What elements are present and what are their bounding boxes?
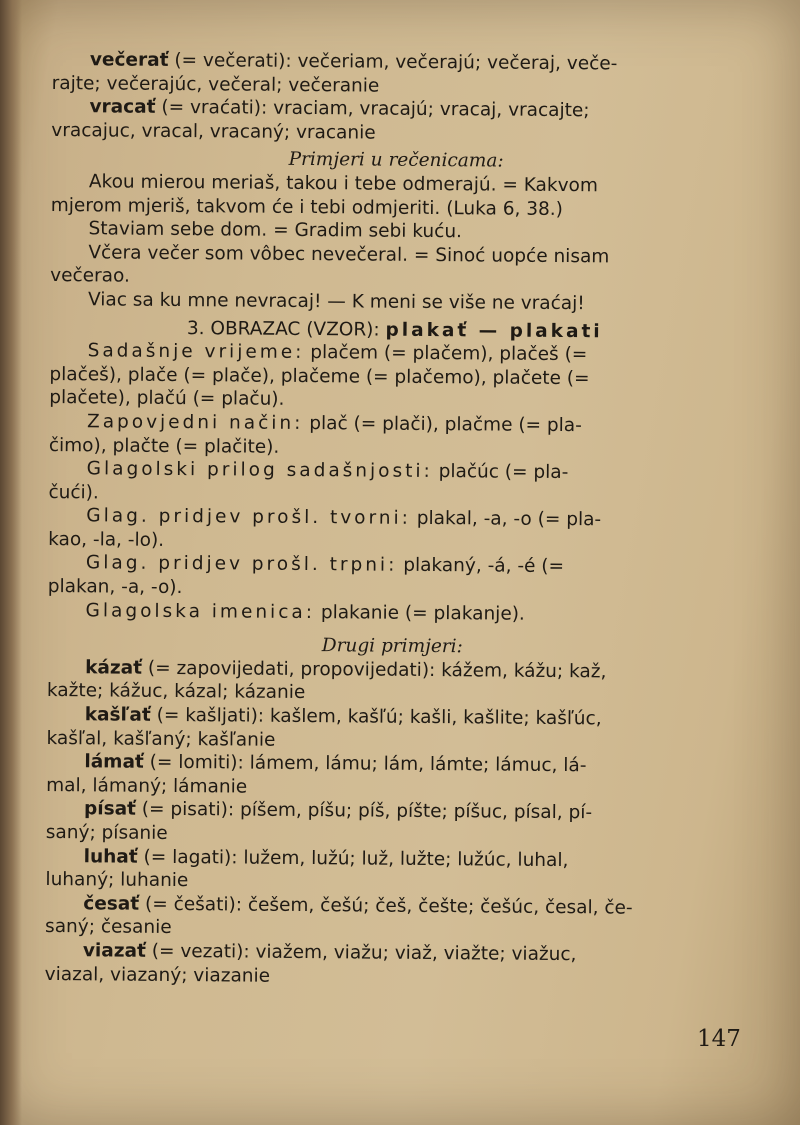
page-number: 147 [697,1026,741,1052]
passive-participle-cont: plakan, -a, -o). [47,576,183,599]
book-spine-shadow [0,0,22,1125]
verb-entry-vecerat: večerať (= večerati): večeriam, večerajú; večeraj, veče- [89,49,618,75]
example-verb-entry: luhať (= lagati): lužem, lužú; luž, lužte; lužúc, luhal, [83,845,569,871]
imperative: Zapovjedni način: plač (= plači), plačme (= pla- [86,411,582,437]
example-sentence: Staviam sebe dom. = Gradim sebi kuću. [88,218,463,243]
example-verb-entry: lámať (= lomiti): lámem, lámu; lám, lámte; lámuc, lá- [84,751,587,777]
example-sentence: Viac sa ku mne nevracaj! — K meni se više ne vraćaj! [87,289,585,315]
verb-headword: večerať [89,49,169,71]
verbal-noun: Glagolska imenica: plakanie (= plakanje). [85,599,525,625]
example-sentence: večerao. [50,265,130,287]
example-verb-continuation: kašľal, kašľaný; kašľanie [46,727,276,751]
example-verb-continuation: saný; česanie [45,916,172,939]
example-verb-entry: česať (= češati): češem, češú; češ, češte; češúc, česal, če- [83,893,633,919]
verb-headword: vracať [89,96,156,119]
verb-entry-vracat: vracať (= vraćati): vraciam, vracajú; vracaj, vracajte; [89,96,590,122]
verb-entry-continuation: vracajuc, vracal, vracaný; vracanie [51,119,376,144]
example-verb-continuation: viazal, viazaný; viazanie [44,963,271,987]
present-gerund-cont: čući). [48,481,99,504]
present-gerund: Glagolski prilog sadašnjosti: plačúc (= pla- [86,458,569,484]
model-heading: 3. OBRAZAC (VZOR): plakať — plakati [186,317,603,342]
active-participle: Glag. pridjev prošl. tvorni: plakal, -a, -o (= pla- [86,505,602,531]
present-tense-cont: plačeš), plače (= plače), plačeme (= plačemo), plačete (= [49,363,590,389]
example-verb-continuation: kažte; kážuc, kázal; kázanie [46,680,306,704]
example-verb-entry: písať (= pisati): píšem, píšu; píš, píšte; píšuc, písal, pí- [83,798,593,824]
example-verb-continuation: luhaný; luhanie [45,869,189,892]
present-tense: Sadašnje vrijeme: plačem (= plačem), plačeš (= [87,340,588,366]
example-sentence: Akou mierou meriaš, takou i tebe odmerajú. = Kakvom [88,171,599,197]
verb-entry-continuation: rajte; večerajúc, večeral; večeranie [51,72,380,97]
example-sentence: mjerom mjeriš, takvom će i tebi odmjeriti. (Luka 6, 38.) [50,194,564,220]
example-verb-continuation: mal, lámaný; lámanie [46,774,248,798]
example-verb-entry: kázať (= zapovijedati, propovijedati): kážem, kážu; kaž, [85,657,607,683]
example-verb-entry: kašľať (= kašljati): kašlem, kašľú; kašli, kašlite; kašľúc, [84,704,602,730]
example-sentence: Včera večer som vôbec nevečeral. = Sinoć uopće nisam [88,242,610,268]
model-verb: plakať — plakati [385,319,603,342]
active-participle-cont: kao, -la, -lo). [48,528,165,551]
imperative-cont: čimo), plačte (= plačite). [48,434,280,458]
present-tense-cont: plačete), plačú (= plaču). [49,387,285,411]
section-heading-other-examples: Drugi primjeri: [321,635,463,658]
section-heading-sentences: Primjeri u rečenicama: [288,149,504,172]
example-verb-continuation: saný; písanie [45,821,168,844]
example-verb-entry: viazať (= vezati): viažem, viažu; viaž, viažte; viažuc, [82,940,577,966]
passive-participle: Glag. pridjev prošl. trpni: plakaný, -á, -é (= [85,552,565,578]
page-text [45,48,742,992]
